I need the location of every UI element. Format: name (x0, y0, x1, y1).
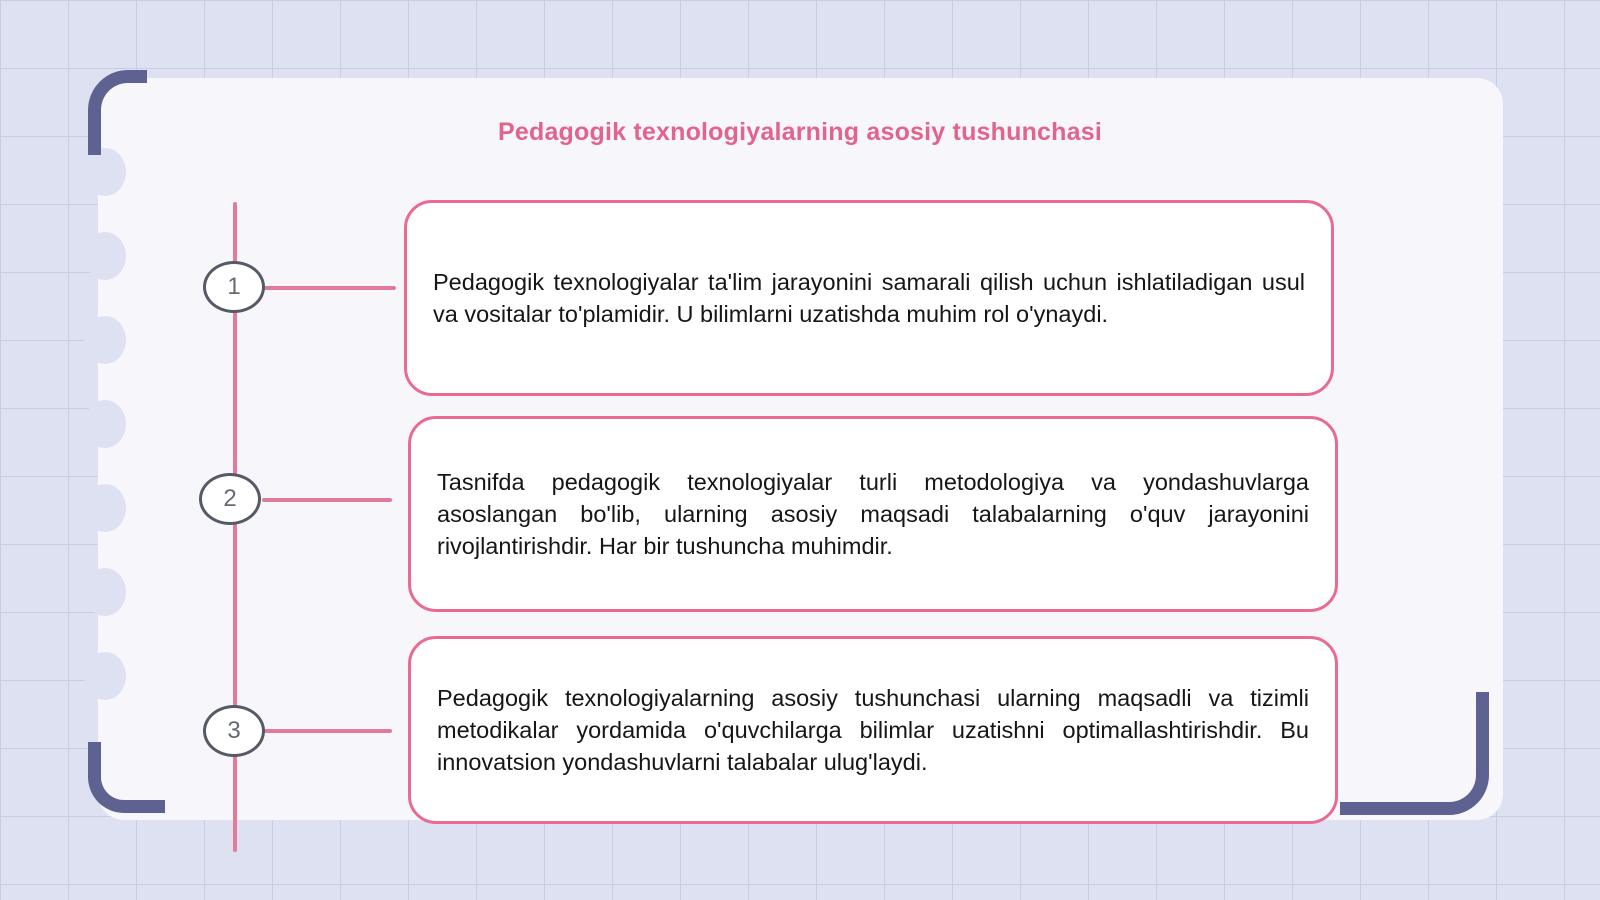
step-badge-1 (203, 261, 265, 313)
step-text: Pedagogik texnologiyalarning asosiy tushunchasi ularning maqsadli va tizimli metodikalar yordamida o'quvchilarga bilimlar uzatishni optimallashtirishdir. Bu innovatsion yondashuvlarni talabalar ulug'laydi. (437, 685, 1309, 775)
frame-corner-bottom-left (88, 742, 165, 813)
frame-corner-top-left (88, 70, 147, 155)
scallop-edge (84, 484, 126, 532)
step-number: 2 (223, 485, 237, 512)
frame-corner-bottom-right (1340, 692, 1489, 815)
timeline-connector (264, 286, 396, 290)
step-badge-3 (203, 705, 265, 757)
step-card-3 (408, 636, 1338, 824)
scallop-edge (84, 316, 126, 364)
slide-title: Pedagogik texnologiyalarning asosiy tushunchasi (498, 118, 1102, 146)
timeline-connector (264, 729, 392, 733)
timeline-connector (262, 498, 392, 502)
scallop-edge (84, 652, 126, 700)
scallop-edge (84, 232, 126, 280)
step-text: Tasnifda pedagogik texnologiyalar turli metodologiya va yondashuvlarga asoslangan bo'lib, ularning asosiy maqsadi talabalarning o'quv jarayonini rivojlantirishdir. Har bir tushuncha muhimdir. (437, 469, 1309, 559)
scallop-edge (84, 148, 126, 196)
step-number: 1 (227, 273, 241, 300)
step-number: 3 (227, 717, 241, 744)
step-card-2 (408, 416, 1338, 612)
scallop-edge (84, 568, 126, 616)
scallop-edge (84, 400, 126, 448)
step-card-1 (404, 200, 1334, 396)
step-badge-2 (199, 473, 261, 525)
step-text: Pedagogik texnologiyalar ta'lim jarayonini samarali qilish uchun ishlatiladigan usul va vositalar to'plamidir. U bilimlarni uzatishda muhim rol o'ynaydi. (433, 269, 1305, 327)
